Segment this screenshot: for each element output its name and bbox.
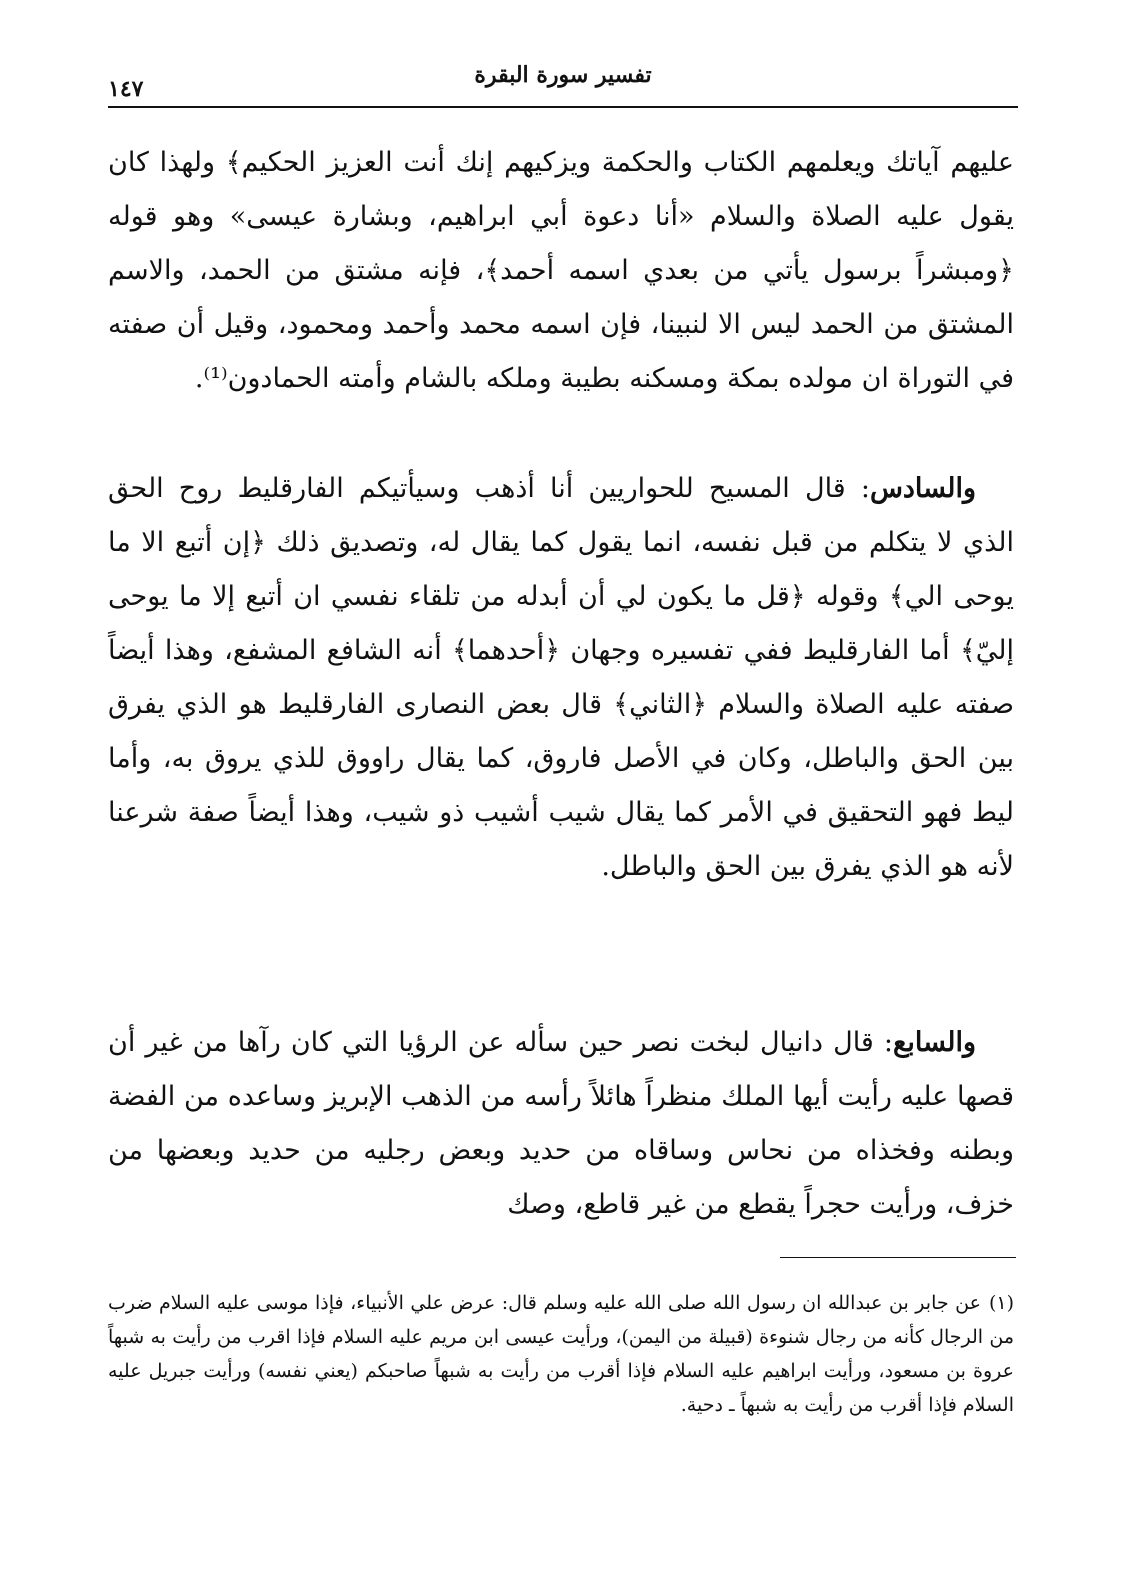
paragraph-sixth [108,462,1014,894]
footnote-text: عن جابر بن عبدالله ان رسول الله صلى الله عليه وسلم قال: عرض علي الأنبياء، فإذا موسى عليه السلام ضرب من الرجال كأنه من رجال شنوءة (قبيلة من اليمن)، ورأيت عيسى ابن مريم عليه السلام فإذا اقرب من رأيت به شبهاً عروة بن مسعود، ورأيت ابراهيم عليه السلام فإذا أقرب من رأيت به شبهاً صاحبكم (يعني نفسه) ورأيت جبريل عليه السلام فإذا أقرب من رأيت به شبهاً ـ دحية. [108,1292,1014,1416]
page-number: ١٤٧ [108,76,144,102]
paragraph-seventh-text: : قال دانيال لبخت نصر حين سأله عن الرؤيا التي كان رآها من غير أن قصها عليه رأيت أيها الملك منظراً هائلاً رأسه من الذهب الإبريز وساعده من الفضة وبطنه وفخذاه من نحاس وساقاه من حديد وبعض رجليه من حديد وبعضها من خزف، ورأيت حجراً يقطع من غير قاطع، وصك [108,1027,1014,1220]
paragraph-seventh [108,1016,1014,1232]
paragraph-seventh-heading: والسابع [893,1027,976,1058]
paragraph-1-text: عليهم آياتك ويعلمهم الكتاب والحكمة ويزكيهم إنك أنت العزيز الحكيم﴾ ولهذا كان يقول عليه الصلاة والسلام «أنا دعوة أبي ابراهيم، وبشارة عيسى» وهو قوله ﴿ومبشراً برسول يأتي من بعدي اسمه أحمد﴾، فإنه مشتق من الحمد، والاسم المشتق من الحمد ليس الا لنبينا، فإن اسمه محمد وأحمد ومحمود، وقيل أن صفته في التوراة ان مولده بمكة ومسكنه بطيبة وملكه بالشام وأمته الحمادون⁽¹⁾. [108,147,1014,394]
header-divider [108,106,1018,108]
footnote [108,1286,1014,1422]
footnote-marker: (١) [988,1292,1014,1314]
running-title: تفسير سورة البقرة [474,62,652,88]
paragraph-sixth-text: : قال المسيح للحواريين أنا أذهب وسيأتيكم الفارقليط روح الحق الذي لا يتكلم من قبل نفسه، انما يقول كما يقال له، وتصديق ذلك ﴿إن أتبع الا ما يوحى الي﴾ وقوله ﴿قل ما يكون لي أن أبدله من تلقاء نفسي ان أتبع إلا ما يوحى إليّ﴾ أما الفارقليط ففي تفسيره وجهان ﴿أحدهما﴾ أنه الشافع المشفع، وهذا أيضاً صفته عليه الصلاة والسلام ﴿الثاني﴾ قال بعض النصارى الفارقليط هو الذي يفرق بين الحق والباطل، وكان في الأصل فاروق، كما يقال راووق للذي يروق به، وأما ليط فهو التحقيق في الأمر كما يقال شيب أشيب ذو شيب، وهذا أيضاً صفة شرعنا لأنه هو الذي يفرق بين الحق والباطل. [108,473,1014,882]
page-header [108,62,1018,106]
paragraph-sixth-heading: والسادس [869,473,976,504]
paragraph-1 [108,136,1014,406]
footnote-divider [780,1257,1016,1258]
